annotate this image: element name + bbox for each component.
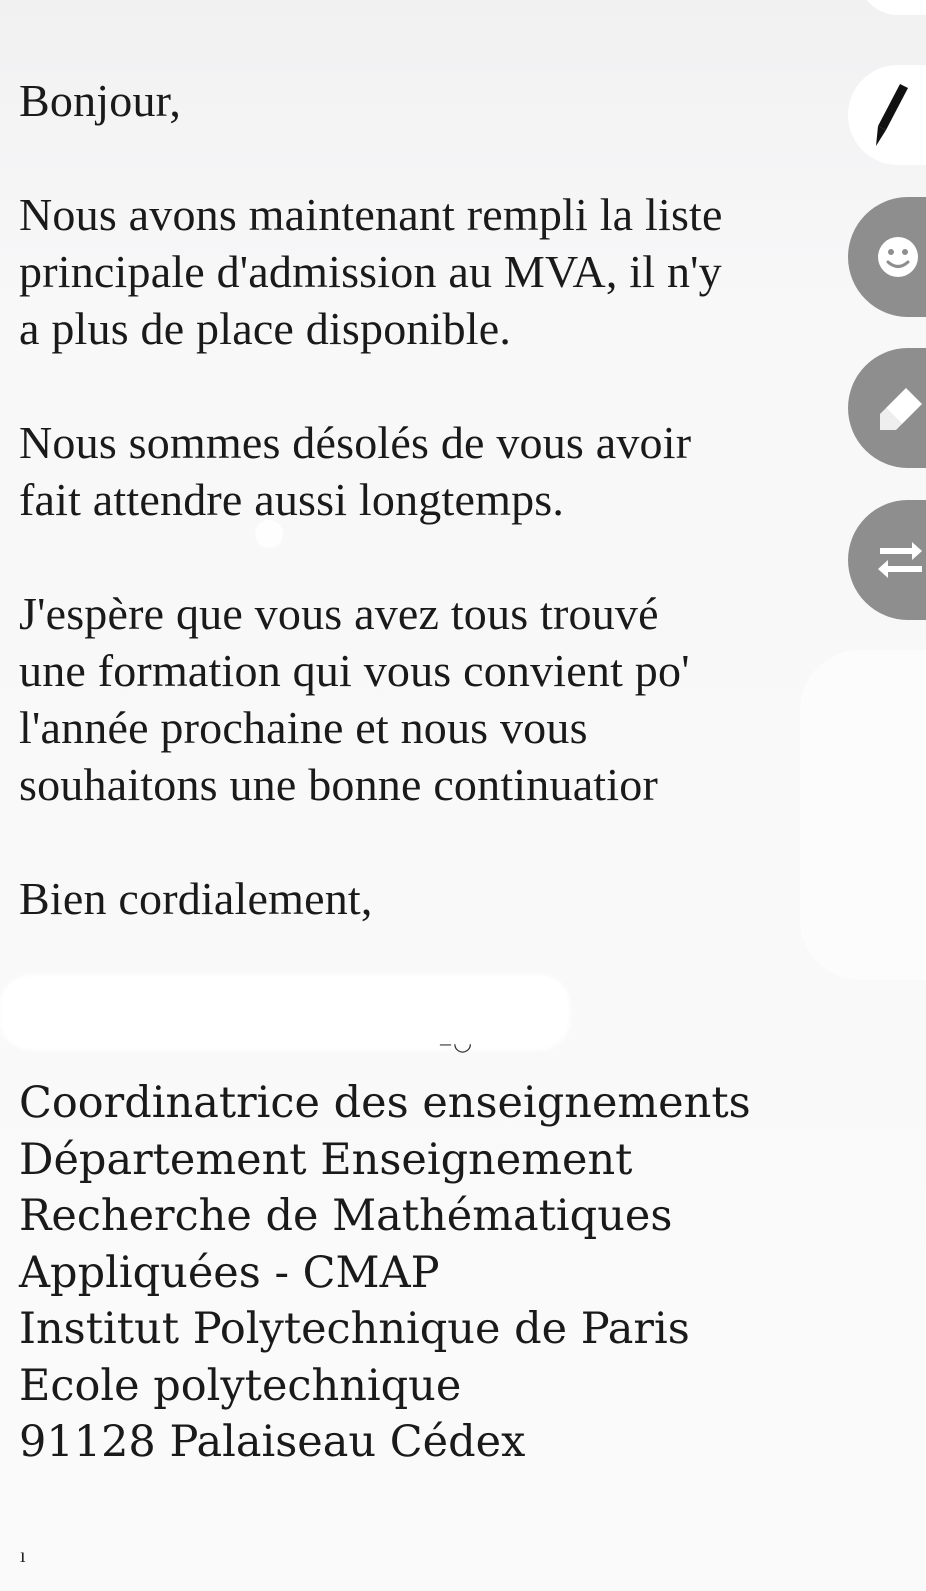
paragraph-1-line-3: a plus de place disponible. [19,303,512,354]
signature-line: Institut Polytechnique de Paris [19,1304,690,1354]
cut-off-text: ı [20,1545,26,1567]
greeting-line: Bonjour, [19,75,182,126]
swap-arrows-icon [876,536,924,584]
paragraph-2-line-1: Nous sommes désolés de vous avoir [19,417,692,468]
pen-icon [870,80,910,150]
signature-line: Département Enseignement [19,1134,633,1185]
name-fragment: –◡ [440,1030,475,1055]
paragraph-1-line-2: principale d'admission au MVA, il n'y [19,246,722,297]
redaction-mark [0,975,570,1050]
emoji-icon [876,235,920,279]
closing-line: Bien cordialement, [19,873,373,924]
signature-line: Ecole polytechnique [19,1360,462,1411]
paragraph-3-line-3: l'année prochaine et nous vous [19,702,588,753]
signature-line: Recherche de Mathématiques [19,1191,673,1241]
eraser-icon [876,384,924,432]
paragraph-1-line-1: Nous avons maintenant rempli la liste [19,189,723,240]
paragraph-3-line-1: J'espère que vous avez tous trouvé [19,588,659,639]
paragraph-3-line-4: souhaitons une bonne continuatior [19,759,658,810]
signature-line: 91128 Palaiseau Cédex [19,1417,526,1467]
paragraph-3-line-2: une formation qui vous convient po' [19,645,690,696]
signature-line: Coordinatrice des enseignements [19,1078,751,1128]
signature-line: Appliquées - CMAP [19,1247,440,1298]
email-body [19,72,879,927]
paragraph-2-line-2: fait attendre aussi longtemps. [19,474,565,525]
email-signature [19,1075,751,1471]
top-tool-tab[interactable] [858,0,926,15]
